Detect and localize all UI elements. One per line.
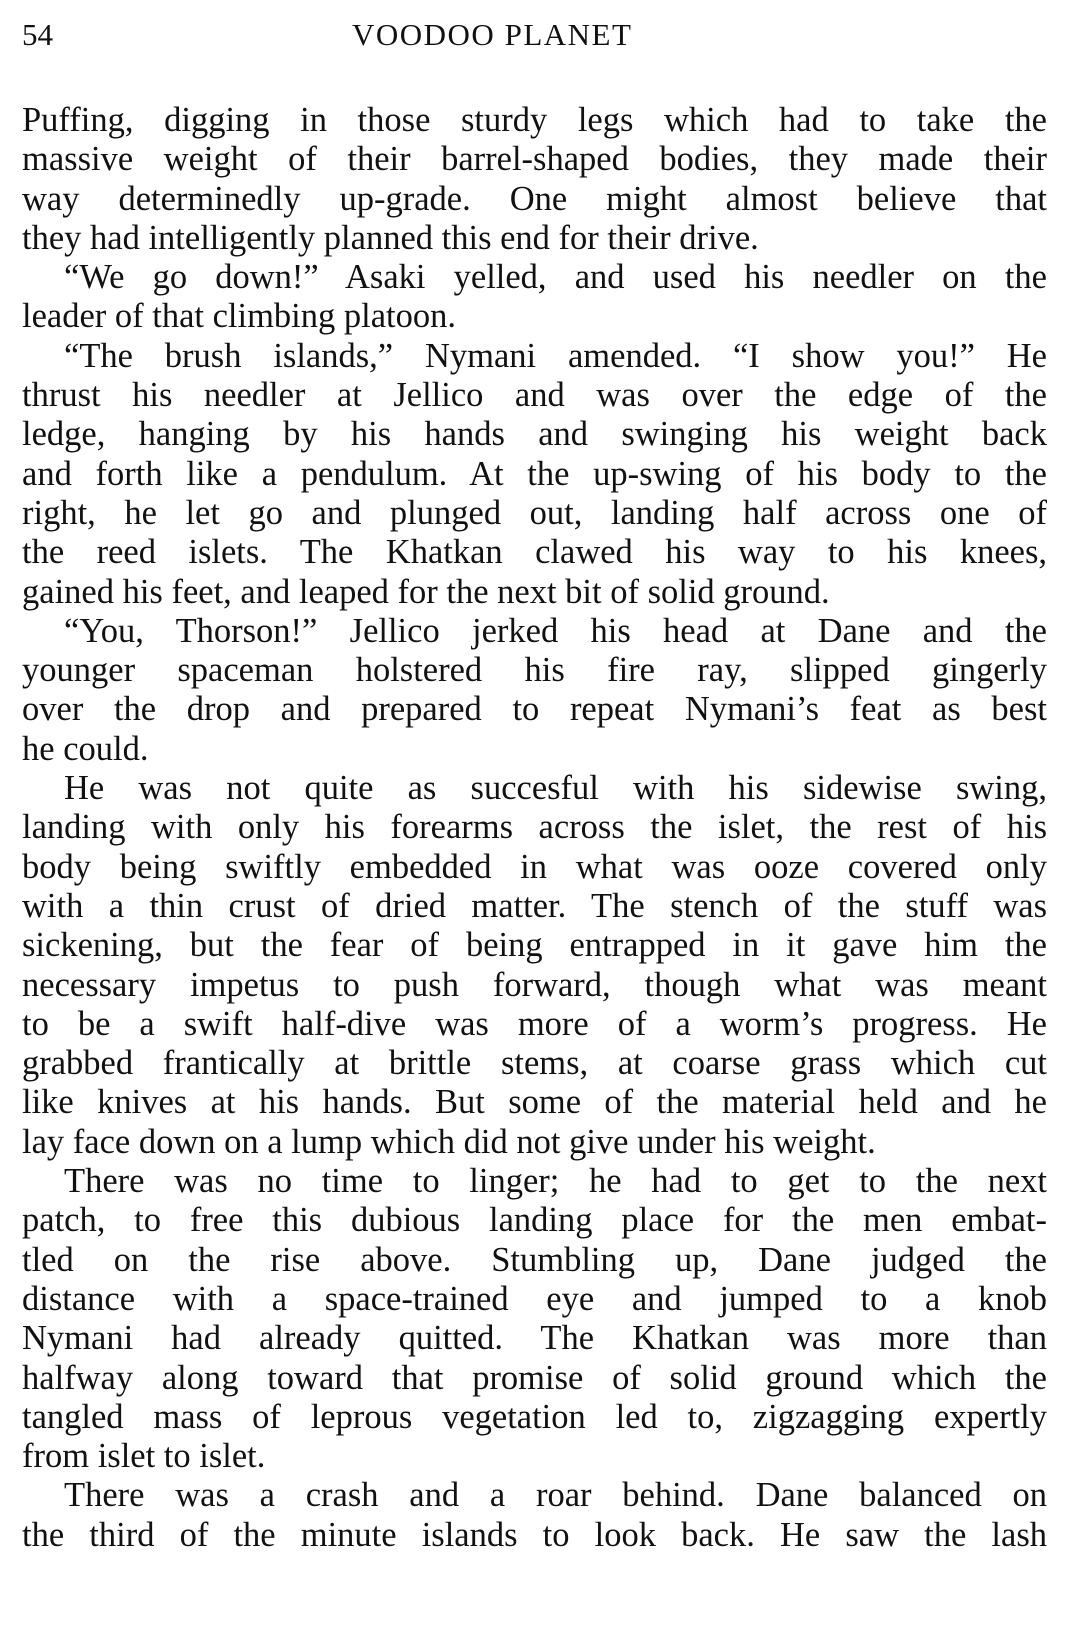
text-line: There was a crash and a roar behind. Dane balanced on [64, 1476, 1047, 1515]
text-line: There was no time to linger; he had to get to the next [64, 1162, 1047, 1201]
text-line: ledge, hanging by his hands and swinging his weight back [22, 415, 1047, 454]
text-line: patch, to free this dubious landing place for the men embat- [22, 1201, 1047, 1240]
text-line: tled on the rise above. Stumbling up, Dane judged the [22, 1240, 1047, 1279]
text-line: “You, Thorson!” Jellico jerked his head at Dane and the [64, 611, 1047, 650]
text-line: the third of the minute islands to look back. He saw the lash [22, 1515, 1047, 1554]
text-line: right, he let go and plunged out, landing half across one of [22, 493, 1047, 532]
text-line: leader of that climbing platoon. [22, 297, 456, 336]
text-line: tangled mass of leprous vegetation led to, zigzagging expertly [22, 1397, 1047, 1436]
text-line: distance with a space-trained eye and jumped to a knob [22, 1279, 1047, 1318]
text-line: Puffing, digging in those sturdy legs which had to take the [22, 101, 1047, 139]
text-line: halfway along toward that promise of solid ground which the [22, 1358, 1047, 1397]
text-line: they had intelligently planned this end for their drive. [22, 218, 759, 257]
text-line: from islet to islet. [22, 1437, 266, 1476]
running-head [22, 10, 1058, 60]
text-line: younger spaceman holstered his fire ray, slipped gingerly [22, 651, 1047, 690]
paragraph [22, 612, 1047, 769]
paragraph [22, 1476, 1047, 1555]
paragraph [22, 769, 1047, 1162]
text-line: massive weight of their barrel-shaped bodies, they made their [22, 140, 1047, 179]
text-line: “The brush islands,” Nymani amended. “I show you!” He [64, 336, 1047, 375]
text-line: like knives at his hands. But some of the material held and he [22, 1083, 1047, 1122]
text-line: and forth like a pendulum. At the up-swing of his body to the [22, 454, 1047, 493]
paragraph [22, 101, 1047, 258]
text-line: over the drop and prepared to repeat Nymani’s feat as best [22, 690, 1047, 729]
body-text [22, 101, 1047, 1555]
text-line: landing with only his forearms across the islet, the rest of his [22, 808, 1047, 847]
paragraph [22, 337, 1047, 612]
running-title: VOODOO PLANET [352, 17, 633, 52]
paragraph [22, 1162, 1047, 1476]
paragraph [22, 258, 1047, 337]
text-line: to be a swift half-dive was more of a worm’s progress. He [22, 1004, 1047, 1043]
text-line: lay face down on a lump which did not give under his weight. [22, 1122, 876, 1161]
text-line: necessary impetus to push forward, though what was meant [22, 965, 1047, 1004]
text-line: thrust his needler at Jellico and was over the edge of the [22, 376, 1047, 415]
text-line: gained his feet, and leaped for the next bit of solid ground. [22, 572, 830, 611]
text-line: sickening, but the fear of being entrapped in it gave him the [22, 926, 1047, 965]
text-line: the reed islets. The Khatkan clawed his way to his knees, [22, 533, 1047, 572]
text-line: way determinedly up-grade. One might almost believe that [22, 179, 1047, 218]
text-line: with a thin crust of dried matter. The stench of the stuff was [22, 886, 1047, 925]
text-line: Nymani had already quitted. The Khatkan was more than [22, 1319, 1047, 1358]
text-line: He was not quite as succesful with his sidewise swing, [64, 769, 1047, 808]
text-line: body being swiftly embedded in what was ooze covered only [22, 847, 1047, 886]
page-number: 54 [22, 17, 53, 52]
text-line: “We go down!” Asaki yelled, and used his needler on the [64, 258, 1047, 297]
text-line: grabbed frantically at brittle stems, at coarse grass which cut [22, 1044, 1047, 1083]
text-line: he could. [22, 729, 149, 768]
